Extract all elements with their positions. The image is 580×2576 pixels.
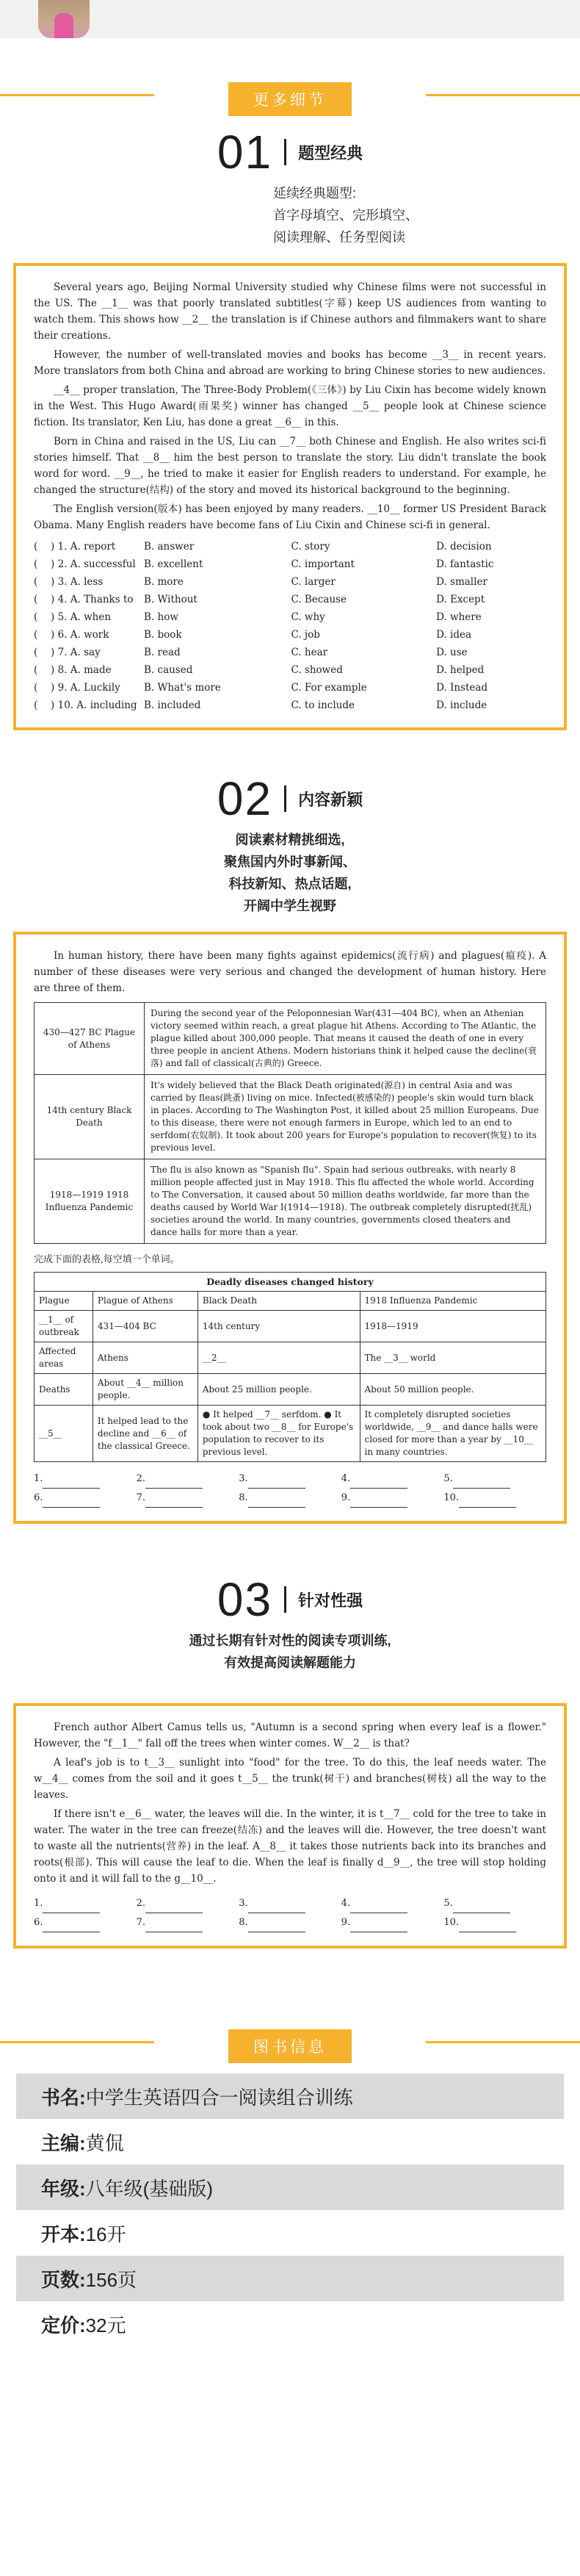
cell: __5__	[35, 1406, 93, 1462]
option-c: C. to include	[291, 699, 355, 711]
option-q: ( ) 10. A. including	[34, 699, 137, 711]
cell: 431—404 BC	[93, 1311, 197, 1342]
book-info-band	[0, 2000, 580, 2073]
answer-blank[interactable]	[43, 1921, 100, 1932]
answer-num: 5.	[443, 1473, 453, 1484]
option-d: D. idea	[436, 629, 472, 641]
passage-paragraph: However, the number of well-translated movies and books has become __3__ in recent years. More translators from both China and abroad are working to bring Chinese stories to new audiences.	[34, 349, 546, 377]
more-details-band	[0, 38, 580, 119]
info-value: 32元	[85, 2314, 126, 2336]
option-b: B. answer	[144, 541, 195, 553]
section-03	[0, 1572, 580, 1949]
row-key: 430—427 BC Plague of Athens	[35, 1003, 145, 1075]
option-q: ( ) 9. A. Luckily	[34, 682, 120, 694]
answer-blank[interactable]	[145, 1921, 203, 1932]
option-c: C. story	[291, 541, 330, 553]
info-label: 书名:	[41, 2086, 86, 2109]
subtitle-line: 通过长期有针对性的阅读专项训练,	[189, 1633, 391, 1648]
answer-blank[interactable]	[453, 1902, 510, 1913]
answer-num: 10.	[443, 1917, 460, 1928]
option-row	[34, 591, 546, 608]
book-info-row	[16, 2301, 564, 2347]
row-key: 1918—1919 1918 Influenza Pandemic	[35, 1159, 145, 1244]
row-key: 14th century Black Death	[35, 1075, 145, 1159]
answer-blank[interactable]	[145, 1902, 203, 1913]
info-label: 页数:	[41, 2268, 86, 2291]
answer-num: 6.	[34, 1492, 43, 1503]
band-line-right	[426, 94, 580, 96]
section-title: 针对性强	[298, 1591, 363, 1610]
table-row	[35, 1406, 546, 1462]
divider	[284, 139, 286, 165]
cell: Black Death	[197, 1292, 360, 1311]
section-01	[0, 125, 580, 730]
option-d: D. fantastic	[436, 558, 494, 570]
option-d: D. Instead	[436, 682, 488, 694]
passage-paragraph: Several years ago, Beijing Normal University studied why Chinese films were not successful in the US. The __1__ was that poorly translated subtitles(字幕) keep US audiences from wanting to watch them. This shows how __2__ the translation is if Chinese authors and filmmakers want to share their creations.	[34, 281, 546, 342]
section-02	[0, 771, 580, 1524]
info-label: 年级:	[41, 2177, 86, 2200]
passage-paragraph: __4__ proper translation, The Three-Body Problem(《三体》) by Liu Cixin has become widely known in the West. This Hugo Award(雨果奖) winner has changed __5__ people look at Chinese science fiction. Its translator, Ken Liu, has done a great __6__ in this.	[34, 384, 546, 428]
book-info-row	[16, 2256, 564, 2301]
answer-blank[interactable]	[248, 1496, 305, 1508]
book-info-row	[16, 2165, 564, 2210]
info-value: 八年级(基础版)	[85, 2177, 213, 2200]
cell: About 50 million people.	[360, 1374, 546, 1406]
section-subtitle	[0, 829, 580, 917]
subtitle-line: 科技新知、热点话题,	[228, 877, 352, 891]
answer-num: 4.	[341, 1898, 351, 1909]
book-info-row	[16, 2073, 564, 2119]
fill-table-title: Deadly diseases changed history	[35, 1273, 546, 1292]
option-b: B. excellent	[144, 558, 203, 570]
answer-num: 9.	[341, 1492, 351, 1503]
answer-blank[interactable]	[350, 1477, 407, 1489]
option-row	[34, 679, 546, 697]
passage-paragraph: If there isn't e__6__ water, the leaves will die. In the winter, it is t__7__ cold for the tree to take in water. The water in the tree can freeze(结冻) and the leaves will die. However, the tree doesn't want to waste all the nutrients(营养) in the leaf. A__8__ it takes those nutrients back into its branches and roots(根部). This will cause the leaf to die. When the leaf is finally d__9__, the tree will stop holding onto it and it will fall to the g__10__.	[34, 1808, 546, 1885]
section-number: 01	[217, 126, 273, 179]
info-value: 156页	[85, 2268, 137, 2291]
answer-num: 9.	[341, 1917, 351, 1928]
epidemic-passage-frame	[13, 932, 567, 1524]
option-d: D. Except	[436, 594, 485, 605]
section-number: 02	[217, 772, 273, 825]
option-q: ( ) 7. A. say	[34, 647, 101, 658]
option-b: B. What's more	[144, 682, 221, 694]
option-q: ( ) 3. A. less	[34, 576, 104, 588]
option-c: C. showed	[291, 664, 343, 676]
option-b: B. read	[144, 647, 181, 658]
answer-num: 5.	[443, 1898, 453, 1909]
option-row	[34, 697, 546, 714]
section-header	[0, 1572, 580, 1627]
cell: __2__	[197, 1342, 360, 1374]
option-q: ( ) 4. A. Thanks to	[34, 594, 134, 605]
option-b: B. Without	[144, 594, 197, 605]
option-b: B. caused	[144, 664, 193, 676]
divider	[284, 785, 286, 812]
subtitle-line: 阅读理解、任务型阅读	[273, 230, 405, 245]
option-c: C. why	[291, 611, 325, 623]
table-row	[35, 1342, 546, 1374]
answer-blank[interactable]	[43, 1477, 100, 1489]
option-d: D. use	[436, 647, 468, 658]
answer-blank[interactable]	[453, 1477, 510, 1489]
passage-paragraph: The English version(版本) has been enjoyed by many readers. __10__ former US President Barack Obama. Many English readers have become fans of Liu Cixin and Chinese sci-fi in general.	[34, 503, 546, 531]
subtitle-line: 阅读素材精挑细选,	[235, 832, 345, 847]
hero-photo-strip	[0, 0, 580, 38]
cloze-passage-frame	[13, 263, 567, 730]
cell: Athens	[93, 1342, 197, 1374]
cell: 1918 Influenza Pandemic	[360, 1292, 546, 1311]
fill-instruction: 完成下面的表格,每空填一个单词。	[34, 1253, 180, 1264]
answer-num: 10.	[443, 1492, 460, 1503]
answer-num: 8.	[239, 1917, 248, 1928]
subtitle-line: 延续经典题型:	[273, 186, 357, 201]
option-row	[34, 538, 546, 555]
answer-blank[interactable]	[459, 1496, 516, 1508]
subtitle-line: 有效提高阅读解题能力	[224, 1655, 356, 1670]
answer-num: 8.	[239, 1492, 248, 1503]
passage-paragraph: Born in China and raised in the US, Liu can __7__ both Chinese and English. He also writes sci-fi stories himself. That __8__ him the best person to translate the story. Liu didn't translate the book word for word. __9__, he tried to make it easier for English readers to understand. For example, he changed the structure(结构) of the story and moved its historical background to the beginning.	[34, 436, 546, 496]
option-row	[34, 573, 546, 591]
leaf-passage-frame	[13, 1703, 567, 1949]
cell: 14th century	[197, 1311, 360, 1342]
row-value: It's widely believed that the Black Death originated(源自) in central Asia and was carried by fleas(跳蚤) living on mice. Infected(被感染的) people's skin would turn black in places. According to The Washington Post, it killed about 25 million Europeans. Due to this disease, there were not enough farmers in Europe, which led to an end to serfdom(农奴制). It took about 200 years for Europe's population to recover(恢复) to its previous level.	[145, 1075, 546, 1159]
cell: __1__ of outbreak	[35, 1311, 93, 1342]
book-info-row	[16, 2119, 564, 2165]
option-b: B. included	[144, 699, 201, 711]
info-label: 开本:	[41, 2223, 86, 2245]
option-q: ( ) 6. A. work	[34, 629, 109, 641]
answer-num: 2.	[136, 1473, 145, 1484]
option-b: B. more	[144, 576, 184, 588]
cell: About 25 million people.	[197, 1374, 360, 1406]
answer-lines	[34, 1894, 546, 1932]
option-row	[34, 555, 546, 573]
band-line-left	[0, 2041, 154, 2043]
answer-lines	[34, 1469, 546, 1508]
info-value: 中学生英语四合一阅读组合训练	[85, 2086, 353, 2109]
info-value: 黄侃	[85, 2131, 124, 2154]
student-photo	[38, 0, 90, 38]
option-row	[34, 608, 546, 626]
answer-num: 1.	[34, 1898, 43, 1909]
epidemic-info-table	[34, 1002, 546, 1244]
cell: It helped lead to the decline and __6__ of the classical Greece.	[93, 1406, 197, 1462]
table-row	[35, 1003, 546, 1075]
cell: It completely disrupted societies worldwide, __9__ and dance halls were closed for more than a year by __10__ in many countries.	[360, 1406, 546, 1462]
answer-num: 4.	[341, 1473, 351, 1484]
cell: Plague of Athens	[93, 1292, 197, 1311]
option-d: D. decision	[436, 541, 492, 553]
band-line-right	[426, 2041, 580, 2043]
option-c: C. job	[291, 629, 320, 641]
answer-blank[interactable]	[248, 1477, 305, 1489]
subtitle-line: 聚焦国内外时事新闻、	[224, 855, 356, 869]
more-details-badge: 更多细节	[228, 82, 352, 116]
info-label: 主编:	[41, 2131, 86, 2154]
passage-paragraph: A leaf's job is to t__3__ sunlight into "food" for the tree. To do this, the leaf needs water. The w__4__ comes from the soil and it goes t__5__ the trunk(树干) and branches(树枝) all the way to the leaves.	[34, 1757, 546, 1801]
table-row	[35, 1311, 546, 1342]
section-number: 03	[217, 1573, 273, 1626]
book-info-list	[16, 2073, 564, 2347]
option-c: C. Because	[291, 594, 347, 605]
answer-blank[interactable]	[248, 1902, 305, 1913]
divider	[284, 1586, 286, 1613]
section-header	[0, 125, 580, 179]
section-header	[0, 771, 580, 826]
passage-paragraph: In human history, there have been many fights against epidemics(流行病) and plagues(瘟疫). A number of these diseases were very serious and changed the development of human history. Here are three of them.	[34, 950, 546, 994]
cell: Deaths	[35, 1374, 93, 1406]
answer-blank[interactable]	[43, 1902, 100, 1913]
option-row	[34, 644, 546, 661]
row-value: During the second year of the Peloponnesian War(431—404 BC), when an Athenian victory seemed within reach, a great plague hit Athens. According to The Atlantic, the plague killed about 300,000 people. That means it caused the death of one in every three people in ancient Athens. Modern historians think it helped cause the decline(衰落) and fall of classical(古典的) Greece.	[145, 1003, 546, 1075]
answer-num: 7.	[136, 1917, 145, 1928]
cell: ● It helped __7__ serfdom. ● It took about two __8__ for Europe's population to recover to its previous level.	[197, 1406, 360, 1462]
fill-table	[34, 1272, 546, 1462]
band-line-left	[0, 94, 154, 96]
answer-num: 2.	[136, 1898, 145, 1909]
answer-num: 6.	[34, 1917, 43, 1928]
cell: About __4__ million people.	[93, 1374, 197, 1406]
option-row	[34, 661, 546, 679]
answer-num: 3.	[239, 1898, 248, 1909]
option-d: D. helped	[436, 664, 485, 676]
option-q: ( ) 5. A. when	[34, 611, 112, 623]
answer-blank[interactable]	[145, 1477, 203, 1489]
option-d: D. include	[436, 699, 487, 711]
answer-blank[interactable]	[248, 1921, 305, 1932]
passage-paragraph: French author Albert Camus tells us, "Autumn is a second spring when every leaf is a flower." However, the "f__1__" fall off the trees when winter comes. W__2__ is that?	[34, 1721, 546, 1749]
info-label: 定价:	[41, 2314, 86, 2336]
cell: 1918—1919	[360, 1311, 546, 1342]
option-c: C. larger	[291, 576, 336, 588]
subtitle-line: 首字母填空、完形填空、	[273, 208, 418, 223]
option-c: C. important	[291, 558, 355, 570]
cell: Affected areas	[35, 1342, 93, 1374]
section-subtitle	[0, 182, 580, 248]
option-q: ( ) 2. A. successful	[34, 558, 136, 570]
option-c: C. For example	[291, 682, 367, 694]
option-d: D. smaller	[436, 576, 487, 588]
section-title: 内容新颖	[298, 790, 363, 809]
table-row	[35, 1374, 546, 1406]
option-c: C. hear	[291, 647, 328, 658]
answer-num: 7.	[136, 1492, 145, 1503]
option-q: ( ) 8. A. made	[34, 664, 112, 676]
table-row	[35, 1075, 546, 1159]
answer-blank[interactable]	[350, 1902, 407, 1913]
table-row	[35, 1159, 546, 1244]
answer-blank[interactable]	[350, 1921, 407, 1932]
info-value: 16开	[85, 2223, 126, 2245]
answer-blank[interactable]	[145, 1496, 203, 1508]
row-value: The flu is also known as "Spanish flu". Spain had serious outbreaks, with nearly 8 million people affected just in May 1918. This flu affected the whole world. According to The Conversation, it caused about 50 million deaths worldwide, far more than the deaths caused by World War I(1914—1918). The outbreak completely disrupted(扰乱) societies around the world. In many countries, governments closed theaters and dance halls for more than a year.	[145, 1159, 546, 1244]
subtitle-line: 开阔中学生视野	[244, 899, 336, 913]
section-title: 题型经典	[298, 143, 363, 162]
table-row	[35, 1292, 546, 1311]
option-q: ( ) 1. A. report	[34, 541, 116, 553]
answer-num: 1.	[34, 1473, 43, 1484]
book-info-badge: 图书信息	[228, 2029, 352, 2063]
section-subtitle	[0, 1630, 580, 1674]
book-info-row	[16, 2210, 564, 2256]
answer-blank[interactable]	[43, 1496, 100, 1508]
cell: The __3__ world	[360, 1342, 546, 1374]
answer-num: 3.	[239, 1473, 248, 1484]
option-row	[34, 626, 546, 644]
options-table	[34, 538, 546, 714]
answer-blank[interactable]	[350, 1496, 407, 1508]
option-b: B. how	[144, 611, 178, 623]
answer-blank[interactable]	[459, 1921, 516, 1932]
option-d: D. where	[436, 611, 482, 623]
cell: Plague	[35, 1292, 93, 1311]
option-b: B. book	[144, 629, 182, 641]
